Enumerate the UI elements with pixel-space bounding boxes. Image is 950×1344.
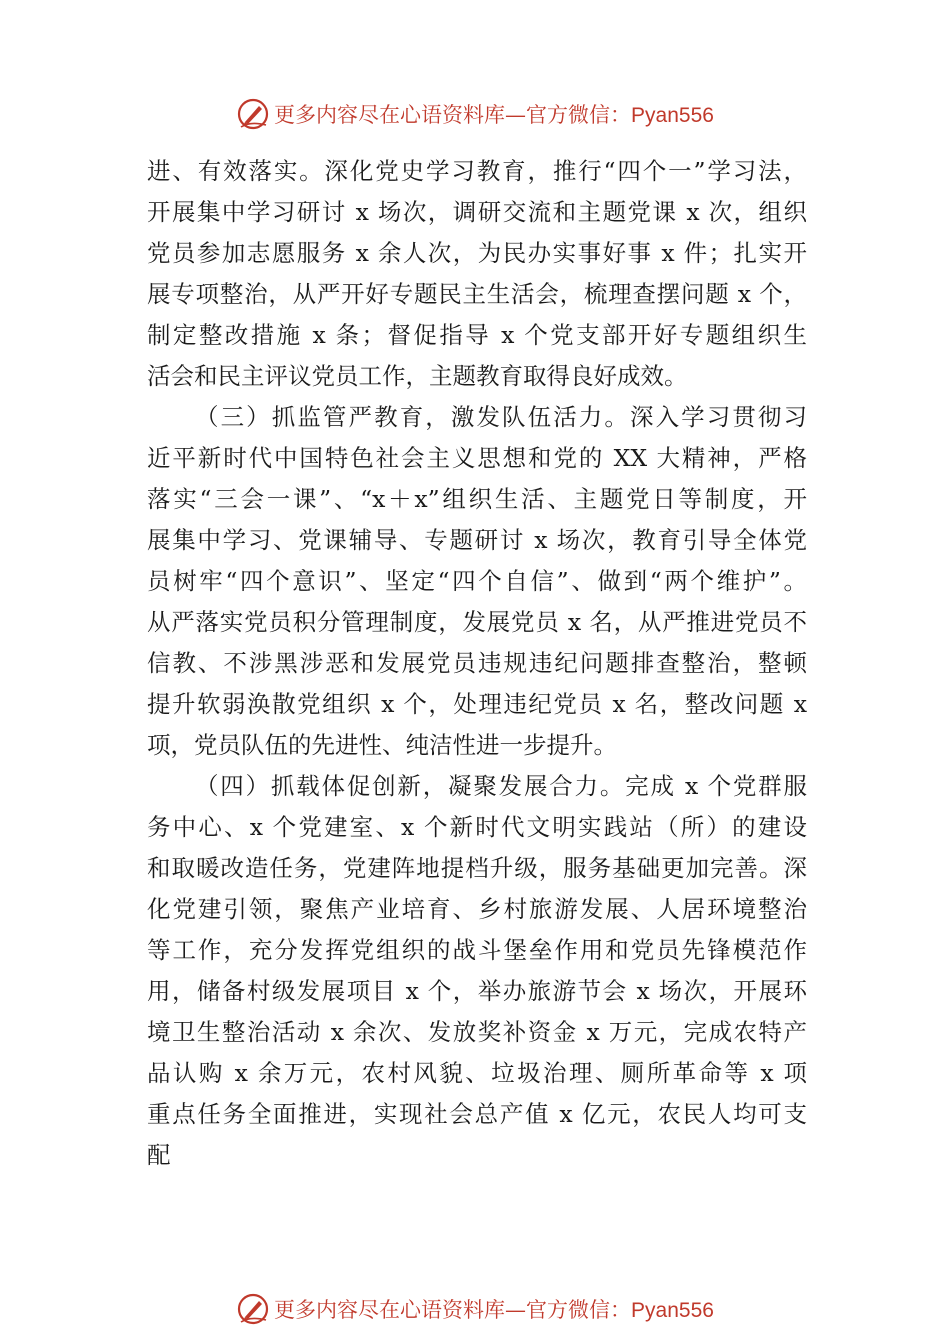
text-line: 党员参加志愿服务 x 余人次，为民办实事好事 x 件；扎实开 (147, 239, 807, 267)
text-line: 展专项整治，从严开好专题民主生活会，梳理查摆问题 x 个， (147, 280, 807, 308)
header-banner (0, 94, 950, 134)
text-line: 落实“三会一课”、“x＋x”组织生活、主题党日等制度，开 (147, 485, 807, 513)
banner-text (274, 1294, 714, 1324)
banner-text (274, 99, 714, 129)
text-line: 员树牢“四个意识”、坚定“四个自信”、做到“两个维护”。 (147, 567, 807, 595)
text-line: 制定整改措施 x 条；督促指导 x 个党支部开好专题组织生 (147, 321, 807, 349)
text-line: 化党建引领，聚焦产业培育、乡村旅游发展、人居环境整治 (147, 895, 807, 923)
section-heading-line: （三）抓监管严教育，激发队伍活力。深入学习贯彻习 (195, 403, 807, 431)
text-line: 品认购 x 余万元，农村风貌、垃圾治理、厕所革命等 x 项 (147, 1059, 807, 1087)
pen-logo-icon (236, 97, 270, 131)
text-line: 近平新时代中国特色社会主义思想和党的 XX 大精神，严格 (147, 444, 807, 472)
text-line: 重点任务全面推进，实现社会总产值 x 亿元，农民人均可支 (147, 1100, 807, 1128)
text-line: 等工作，充分发挥党组织的战斗堡垒作用和党员先锋模范作 (147, 936, 807, 964)
section-heading-line: （四）抓载体促创新，凝聚发展合力。完成 x 个党群服 (195, 772, 807, 800)
text-line: 项，党员队伍的先进性、纯洁性进一步提升。 (147, 731, 617, 759)
pen-logo-icon (236, 1292, 270, 1326)
text-line: 境卫生整治活动 x 余次、发放奖补资金 x 万元，完成农特产 (147, 1018, 807, 1046)
text-line: 活会和民主评议党员工作，主题教育取得良好成效。 (147, 362, 688, 390)
text-line: 信教、不涉黑涉恶和发展党员违规违纪问题排查整治，整顿 (147, 649, 807, 677)
text-line: 提升软弱涣散党组织 x 个，处理违纪党员 x 名，整改问题 x (147, 690, 807, 718)
footer-banner (0, 1289, 950, 1329)
wechat-id: Pyan556 (631, 104, 714, 127)
text-line: 务中心、x 个党建室、x 个新时代文明实践站（所）的建设 (147, 813, 807, 841)
text-line: 进、有效落实。深化党史学习教育，推行“四个一”学习法， (147, 157, 807, 185)
banner-label: 更多内容尽在心语资料库—官方微信： (274, 1298, 632, 1322)
text-line: 展集中学习、党课辅导、专题研讨 x 场次，教育引导全体党 (147, 526, 807, 554)
text-line: 从严落实党员积分管理制度，发展党员 x 名，从严推进党员不 (147, 608, 807, 636)
text-line: 用，储备村级发展项目 x 个，举办旅游节会 x 场次，开展环 (147, 977, 807, 1005)
text-line: 配 (147, 1141, 171, 1169)
document-body (147, 151, 807, 1176)
text-line: 和取暖改造任务，党建阵地提档升级，服务基础更加完善。深 (147, 854, 807, 882)
wechat-id: Pyan556 (631, 1299, 714, 1322)
text-line: 开展集中学习研讨 x 场次，调研交流和主题党课 x 次，组织 (147, 198, 807, 226)
banner-label: 更多内容尽在心语资料库—官方微信： (274, 103, 632, 127)
